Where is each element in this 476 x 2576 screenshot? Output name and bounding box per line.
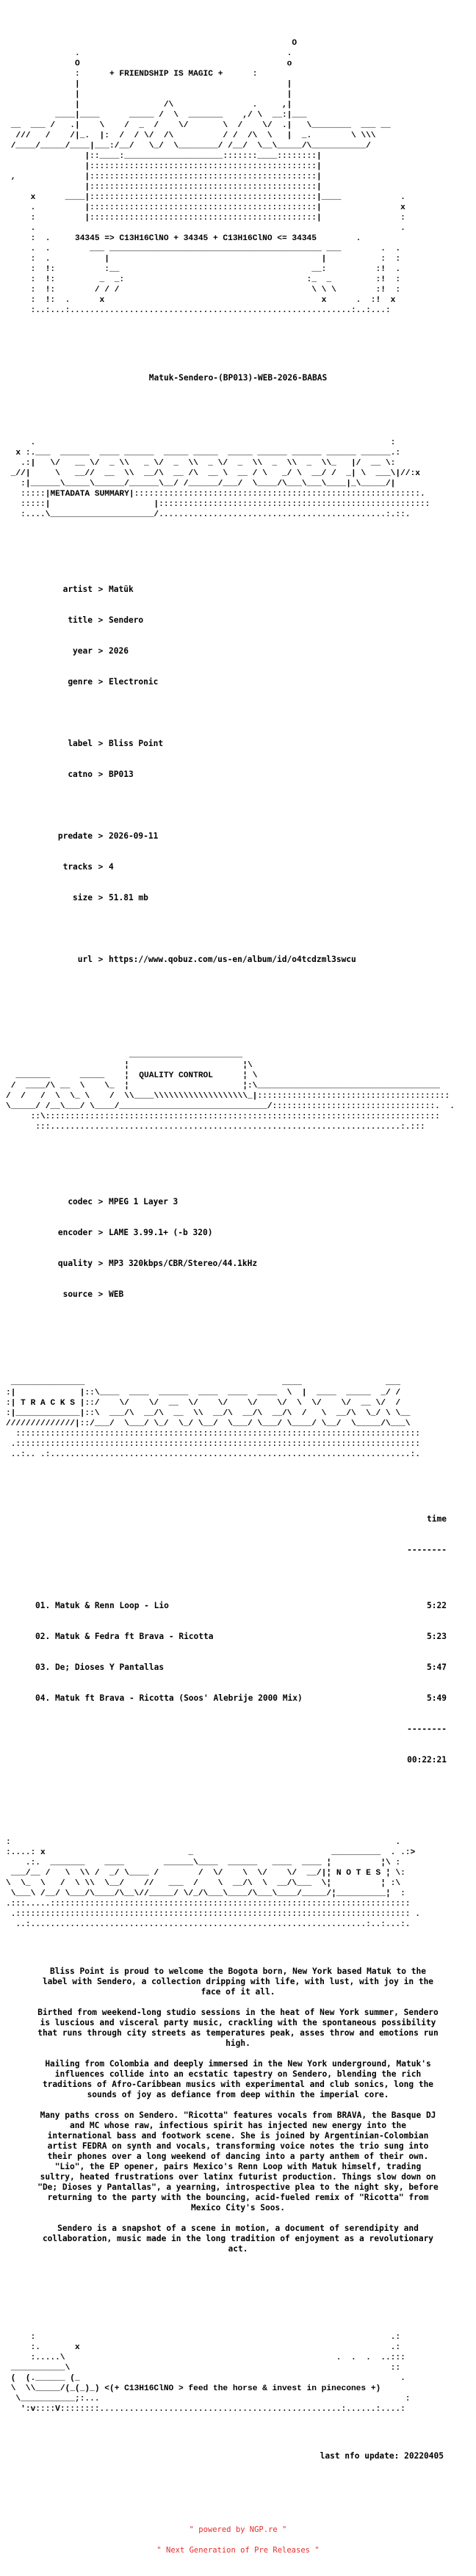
metadata-row: year > 2026 xyxy=(73,646,129,656)
last-update: last nfo update: 20220405 xyxy=(320,2451,444,2461)
quality-row: quality > MP3 320kbps/CBR/Stereo/44.1kHz xyxy=(57,1259,258,1268)
time-header: time xyxy=(427,1514,447,1524)
metadata-section-title: METADATA SUMMARY xyxy=(50,490,129,499)
time-header-row xyxy=(35,1514,447,1524)
metadata-header-art: . : x :.___ ______ ____ ______ _____ _____ _____ ______ ______ ______ ______.: .:| \/ __ \/ _ \\ _ \/ _ \\ _ \/ _ \\ _ \\ _ \\_ |/ __ \: _//| \ __// __ \\ __/\ __ /\ __ \ __ / \ _/ \ __/ / _| \ ___\|//:x :|______\_____\______/______\__/ /______/___/ \____/\___\___\____|_\_____/| :::::|METADATA SUMMARY|::::::::::::::::::::::::::::::::::::::::::::::::::::::::::. :::::| |::::::::::::::::::::::::::::::::::::::::::::::::::::::: :....\_____________________/..............................................:.::. xyxy=(10,438,430,519)
closing-ascii-art: : .: :. x .: :.....\ . . . ..::: ___________\ :: ( (.______ (_ . \ \\_____/(_(_)_) <(+ C13H16ClNO > feed the horse & invest in pinecones +) \___________;:... : ':v::::V::::::::.................................................:......:....: xyxy=(10,2333,411,2414)
tracks-section-title: T R A C K S xyxy=(21,1399,76,1408)
track-time: 5:47 xyxy=(427,1663,447,1672)
metadata-row: url > https://www.qobuz.com/us-en/album/id/o4tcdzml3swcu xyxy=(77,955,356,964)
notes-section-title: N O T E S xyxy=(336,1869,381,1878)
track-name: 01. Matuk & Renn Loop - Lio xyxy=(35,1601,169,1610)
time-rule-row: -------- xyxy=(407,1545,447,1555)
metadata-row: size > 51.81 mb xyxy=(73,893,148,902)
track-time: 5:23 xyxy=(427,1632,447,1641)
quality-list xyxy=(6,1176,470,1310)
notes-paragraph: Sendero is a snapshot of a scene in motion, a document of serendipity and collaboration, music made in the long tradition of enjoyment as a revolutionary act. xyxy=(42,2224,434,2254)
track-time: 5:49 xyxy=(427,1693,447,1703)
total-time: 00:22:21 xyxy=(407,1755,447,1765)
quality-header-art: _______________________ ¦ ¦\ _______ _____ ¦ QUALITY CONTROL ¦ \ / ____/\ __ \ \_ ¦ ¦:\_____________________________________ / / / \ \_ \ / \\____\\\\\\\\\\\\\\\\\\\_|::::::::::::::::::::::::::::::::::::::: \_____/ /__\___/ \____/______________________________/:::::::::::::::::::::::::::::::::. . ::\:::::::::::::::::::::::::::::::::::::::::::::::::::::::::::::::::::::::::::::::: :::.......................................................................:.::: xyxy=(6,1051,455,1132)
notes-paragraph: Hailing from Colombia and deeply immersed in the New York underground, Matuk's influences collide into an ecstatic tapestry on Sendero, blending the rich traditions of Afro-Caribbean musics with experimental and club sonics, long the sounds of joy as defiance from deep within the imperial core. xyxy=(42,2059,434,2099)
notes-paragraph: Bliss Point is proud to welcome the Bogota born, New York based Matuk to the label with Sendero, a collection dripping with life, with lust, with joy in the face of it all. xyxy=(42,1967,434,1997)
track-name: 04. Matuk ft Brava - Ricotta (Soos' Alebrije 2000 Mix) xyxy=(35,1693,303,1703)
total-rule-row: -------- xyxy=(407,1724,447,1734)
footer-tagline: " Next Generation of Pre Releases " xyxy=(156,2546,320,2555)
track-row xyxy=(35,1693,447,1704)
nfo-document xyxy=(6,0,470,2576)
total-row xyxy=(35,1755,447,1765)
notes-paragraph: Birthed from weekend-long studio sessions in the heat of New York summer, Sendero is luscious and visceral party music, crackling with the spontaneous possibility that runs through city streets as temperatures peak, asses throw and emotions run high. xyxy=(37,2008,439,2048)
banner-formula: 34345 => C13H16ClNO + 34345 + C13H16ClNO <= 34345 xyxy=(75,234,317,243)
metadata-row: genre > Electronic xyxy=(68,677,159,687)
metadata-row: catno > BP013 xyxy=(68,770,134,779)
header-ascii-art: O . . O o : + FRIENDSHIP IS MAGIC + : | | | | | /\ . ,| ____|____ _____ / \ _______ ,/ \ __:|___ __ ___ / .| \ / _ / \/ \ / \/ .| \________ ___ __ /// / /|_. |: / / \/ /\ / / /\ \ | _. \ \\\ /____/_____/____|___:/__/ \_/ \________/ /__/ \__\_____/\___________/ |::____:____________________:::::::____::::::::| |::::::::::::::::::::::::::::::::::::::::::::::| , |::::::::::::::::::::::::::::::::::::::::::::::| |::::::::::::::::::::::::::::::::::::::::::::::| x ____|::::::::::::::::::::::::::::::::::::::::::::::|____ . . |::::::::::::::::::::::::::::::::::::::::::::::| x : |::::::::::::::::::::::::::::::::::::::::::::::| : . . : . 34345 => C13H16ClNO + 34345 + C13H16ClNO <= 34345 . . . ___ ___________________________________________ ___ . . : . | | : : : !: :__ __: :! . : !: _ _: :_ _ :! : : !: / / / \ \ \ :! : : !: . x x . :! x :..:...:.........................................................:..:...: xyxy=(10,39,405,315)
closing-tagline: <(+ C13H16ClNO > feed the horse & invest in pinecones +) xyxy=(104,2384,381,2393)
quality-row: encoder > LAME 3.99.1+ (-b 320) xyxy=(57,1228,213,1237)
footer-powered-by[interactable]: " powered by NGP.re " xyxy=(189,2525,287,2534)
track-row xyxy=(35,1601,447,1611)
track-time: 5:22 xyxy=(427,1601,447,1610)
notes-body xyxy=(6,1967,470,2254)
track-name: 03. De; Dioses Y Pantallas xyxy=(35,1663,165,1672)
banner-slogan: + FRIENDSHIP IS MAGIC + xyxy=(109,70,223,79)
quality-row: codec > MPEG 1 Layer 3 xyxy=(68,1197,178,1206)
release-name: Matuk-Sendero-(BP013)-WEB-2026-BABAS xyxy=(148,373,328,383)
track-row xyxy=(35,1663,447,1673)
notes-header-art: : . :....: x _ __________ . .:> .:. _______ ____ ______\____ ______ ____ ____ ¦ ¦\ : ___/__ / \ \\ / _/ \____ / / \/ \ \/ \/ __/|¦ N O T E S ¦ \: \ \_ \ / \ \\ \__/ // ___ / \ __/\ \ __/\___ \¦ ¦ :\ \___\ /__/ \___/\____/\__\//_____/ \/_/\___\____/\___\____/_____/¦__________¦ : .:::.....::::::::::::::::::::::::::::::::::::::::::::::::::::::::::::::::::::::::: .:::::::::::::::::::::::::::::::::::::::::::::::::::::::::::::::::::::::::::::::: . ..:....................................................................:..:...:. xyxy=(6,1838,420,1929)
metadata-list xyxy=(6,564,470,975)
metadata-row: artist > Matük xyxy=(62,585,134,594)
metadata-row: label > Bliss Point xyxy=(68,739,164,748)
track-name: 02. Matuk & Fedra ft Brava - Ricotta xyxy=(35,1632,214,1641)
release-url[interactable]: https://www.qobuz.com/us-en/album/id/o4tcdzml3swcu xyxy=(109,955,356,964)
tracklist xyxy=(6,1494,470,1776)
metadata-row: tracks > 4 xyxy=(62,862,114,872)
metadata-row: predate > 2026-09-11 xyxy=(57,831,159,841)
metadata-row: title > Sendero xyxy=(68,615,144,625)
quality-row: source > WEB xyxy=(62,1289,124,1299)
tracks-header-art: _______________ ____ ___ :| |::\____ ____ ______ ____ ____ ____ \ | ____ _____ _/ / :| T R A C K S |::/ \/ \/ __ \/ \/ \/ \/ \ \/ \/ __ \/ / :|_____________|::\ ___/\ __/\ __ \\ __/\ __/\ __/\ / \ __/\ \_/ \ \__ //////////////|::/___/ \___/ \_/ \_/ \__/ \___/ \___/ \____/ \__/ \_____/\___\ :::::::::::::::::::::::::::::::::::::::::::::::::::::::::::::::::::::::::::::::::: .:::::::::::::::::::::::::::::::::::::::::::::::::::::::::::::::::::::::::::::::::: ..:.. .:.........................................................................:. xyxy=(6,1378,420,1459)
notes-paragraph: Many paths cross on Sendero. "Ricotta" features vocals from BRAVA, the Basque DJ and MC whose raw, infectious spirit has injected new energy into the international bass and footwork scene. She is joined by Argentinian-Colombian artist FEDRA on synth and vocals, transforming voice notes the trio sung into their phones over a long weekend of dancing into a party anthem of their own. "Lio", the EP opener, pairs Mexico's Renn Loop with Matuk himself, trading sultry, heated frustrations over latinx futurist production. Things slow down on "De; Dioses y Pantallas", a yearning, introspective plea to the night sky, before returning to the party with the bouncing, acid-fueled remix of "Ricotta" from Mexico City's Soos. xyxy=(37,2110,439,2213)
track-row xyxy=(35,1632,447,1642)
quality-section-title: QUALITY CONTROL xyxy=(139,1071,213,1080)
